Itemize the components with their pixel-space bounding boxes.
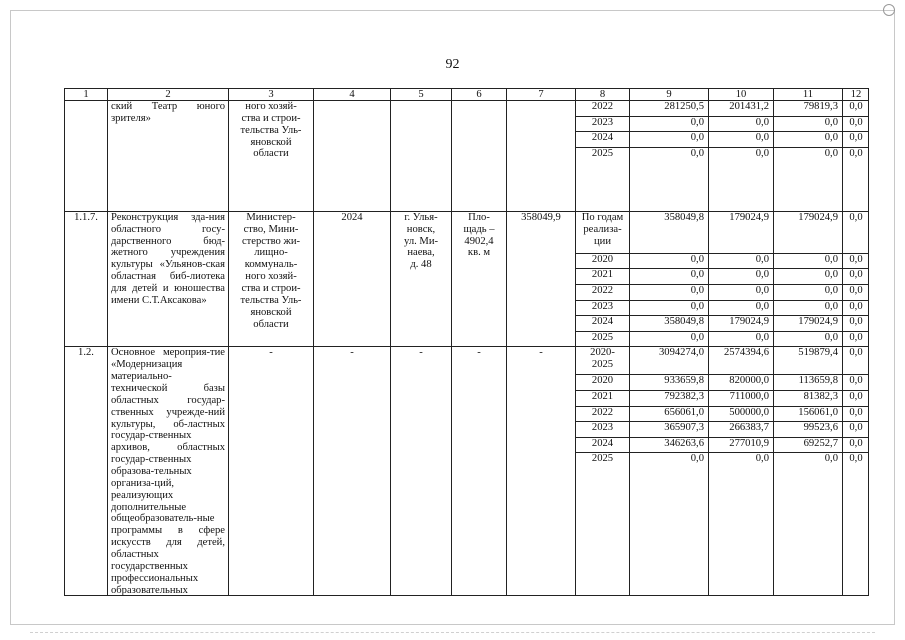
estimated-cost [507, 101, 576, 212]
total-cell: 933659,8 [630, 375, 709, 391]
total-cell: 0,0 [630, 453, 709, 596]
total-cell: 365907,3 [630, 422, 709, 438]
total-cell: 656061,0 [630, 406, 709, 422]
total-cell: 0,0 [630, 284, 709, 300]
table-row [65, 101, 870, 117]
scan-edge-line [30, 632, 875, 633]
year-cell: 2022 [576, 406, 630, 422]
federal-cell: 500000,0 [709, 406, 774, 422]
regional-cell: 179024,9 [774, 316, 843, 332]
header-cell: 1 [65, 89, 108, 101]
federal-cell: 179024,9 [709, 211, 774, 253]
year-cell: 2020 [576, 253, 630, 269]
regional-cell: 0,0 [774, 269, 843, 285]
item-number [65, 101, 108, 212]
other-cell: 0,0 [843, 347, 870, 375]
other-cell: 0,0 [843, 437, 870, 453]
other-cell: 0,0 [843, 331, 870, 347]
year-cell: 2024 [576, 437, 630, 453]
federal-cell: 0,0 [709, 284, 774, 300]
year-cell: 2023 [576, 300, 630, 316]
year-cell: 2023 [576, 116, 630, 132]
year-cell: 2022 [576, 284, 630, 300]
capacity: Пло- щадь – 4902,4 кв. м [452, 211, 507, 347]
other-cell: 0,0 [843, 253, 870, 269]
header-cell: 10 [709, 89, 774, 101]
year-cell: 2025 [576, 453, 630, 596]
other-cell: 0,0 [843, 406, 870, 422]
page-number: 92 [445, 57, 460, 72]
total-cell: 0,0 [630, 269, 709, 285]
budget-table [64, 88, 869, 596]
item-number: 1.1.7. [65, 211, 108, 347]
total-cell: 0,0 [630, 132, 709, 148]
year-cell: 2021 [576, 269, 630, 285]
other-cell: 0,0 [843, 101, 870, 117]
total-cell: 0,0 [630, 116, 709, 132]
total-cell: 0,0 [630, 331, 709, 347]
federal-cell: 2574394,6 [709, 347, 774, 375]
regional-cell: 0,0 [774, 253, 843, 269]
federal-cell: 0,0 [709, 147, 774, 211]
address [391, 101, 452, 212]
federal-cell: 711000,0 [709, 390, 774, 406]
year-cell: 2024 [576, 316, 630, 332]
other-cell: 0,0 [843, 132, 870, 148]
responsible-executor: - [229, 347, 314, 596]
completion-year [314, 101, 391, 212]
other-cell: 0,0 [843, 116, 870, 132]
total-cell: 358049,8 [630, 211, 709, 253]
federal-cell: 0,0 [709, 269, 774, 285]
total-cell: 281250,5 [630, 101, 709, 117]
regional-cell: 519879,4 [774, 347, 843, 375]
other-cell: 0,0 [843, 147, 870, 211]
header-cell: 12 [843, 89, 870, 101]
header-cell: 9 [630, 89, 709, 101]
regional-cell: 0,0 [774, 116, 843, 132]
federal-cell: 0,0 [709, 453, 774, 596]
item-number: 1.2. [65, 347, 108, 596]
budget-table-container [64, 88, 869, 596]
header-cell: 7 [507, 89, 576, 101]
year-cell: 2024 [576, 132, 630, 148]
regional-cell: 0,0 [774, 331, 843, 347]
other-cell: 0,0 [843, 422, 870, 438]
header-cell: 5 [391, 89, 452, 101]
header-row [65, 89, 870, 101]
federal-cell: 277010,9 [709, 437, 774, 453]
year-cell: 2020- 2025 [576, 347, 630, 375]
other-cell: 0,0 [843, 284, 870, 300]
scan-mark-icon [883, 4, 895, 16]
regional-cell: 0,0 [774, 284, 843, 300]
other-cell: 0,0 [843, 269, 870, 285]
other-cell: 0,0 [843, 375, 870, 391]
regional-cell: 156061,0 [774, 406, 843, 422]
other-cell: 0,0 [843, 316, 870, 332]
federal-cell: 0,0 [709, 253, 774, 269]
completion-year: - [314, 347, 391, 596]
header-cell: 4 [314, 89, 391, 101]
table-row [65, 211, 870, 253]
item-description: Основное мероприя-тие «Модернизация материально-технической базы областных государ-ственных учрежде-ний культуры, об-ластных государ-ственных архивов, областных государ-ственных образова-тельных организа-ций, реализующих дополнительные общеобразователь-ные программы в сфере искусств для детей, областных государственных профессиональных образовательных [108, 347, 229, 596]
header-cell: 3 [229, 89, 314, 101]
responsible-executor: Министер- ство, Мини- стерство жи- лищно- коммуналь- ного хозяй- ства и строи- тельства Уль- яновской области [229, 211, 314, 347]
regional-cell: 0,0 [774, 147, 843, 211]
regional-cell: 99523,6 [774, 422, 843, 438]
regional-cell: 0,0 [774, 300, 843, 316]
table-row [65, 347, 870, 375]
header-cell: 8 [576, 89, 630, 101]
capacity: - [452, 347, 507, 596]
federal-cell: 0,0 [709, 331, 774, 347]
year-cell: 2025 [576, 331, 630, 347]
year-cell: 2020 [576, 375, 630, 391]
year-cell: 2022 [576, 101, 630, 117]
total-cell: 792382,3 [630, 390, 709, 406]
total-cell: 346263,6 [630, 437, 709, 453]
federal-cell: 0,0 [709, 116, 774, 132]
total-cell: 358049,8 [630, 316, 709, 332]
item-description: Реконструкция зда-ния областного госу-дарственного бюд-жетного учреждения культуры «Ульянов-ская областная биб-лиотека для детей и юношества имени С.Т.Аксакова» [108, 211, 229, 347]
total-cell: 0,0 [630, 253, 709, 269]
estimated-cost: - [507, 347, 576, 596]
regional-cell: 179024,9 [774, 211, 843, 253]
other-cell: 0,0 [843, 390, 870, 406]
federal-cell: 201431,2 [709, 101, 774, 117]
responsible-executor: ного хозяй- ства и строи- тельства Уль- яновской области [229, 101, 314, 212]
year-cell: 2021 [576, 390, 630, 406]
regional-cell: 81382,3 [774, 390, 843, 406]
federal-cell: 0,0 [709, 132, 774, 148]
federal-cell: 820000,0 [709, 375, 774, 391]
item-description: ский Театр юного зрителя» [108, 101, 229, 212]
year-cell: 2023 [576, 422, 630, 438]
completion-year: 2024 [314, 211, 391, 347]
federal-cell: 0,0 [709, 300, 774, 316]
estimated-cost: 358049,9 [507, 211, 576, 347]
regional-cell: 0,0 [774, 132, 843, 148]
total-cell: 0,0 [630, 300, 709, 316]
regional-cell: 0,0 [774, 453, 843, 596]
address: - [391, 347, 452, 596]
header-cell: 6 [452, 89, 507, 101]
other-cell: 0,0 [843, 453, 870, 596]
regional-cell: 69252,7 [774, 437, 843, 453]
year-cell: 2025 [576, 147, 630, 211]
federal-cell: 179024,9 [709, 316, 774, 332]
federal-cell: 266383,7 [709, 422, 774, 438]
other-cell: 0,0 [843, 300, 870, 316]
regional-cell: 79819,3 [774, 101, 843, 117]
year-cell: По годам реализа-ции [576, 211, 630, 253]
total-cell: 3094274,0 [630, 347, 709, 375]
other-cell: 0,0 [843, 211, 870, 253]
header-cell: 11 [774, 89, 843, 101]
header-cell: 2 [108, 89, 229, 101]
regional-cell: 113659,8 [774, 375, 843, 391]
total-cell: 0,0 [630, 147, 709, 211]
capacity [452, 101, 507, 212]
address: г. Улья- новск, ул. Ми- наева, д. 48 [391, 211, 452, 347]
